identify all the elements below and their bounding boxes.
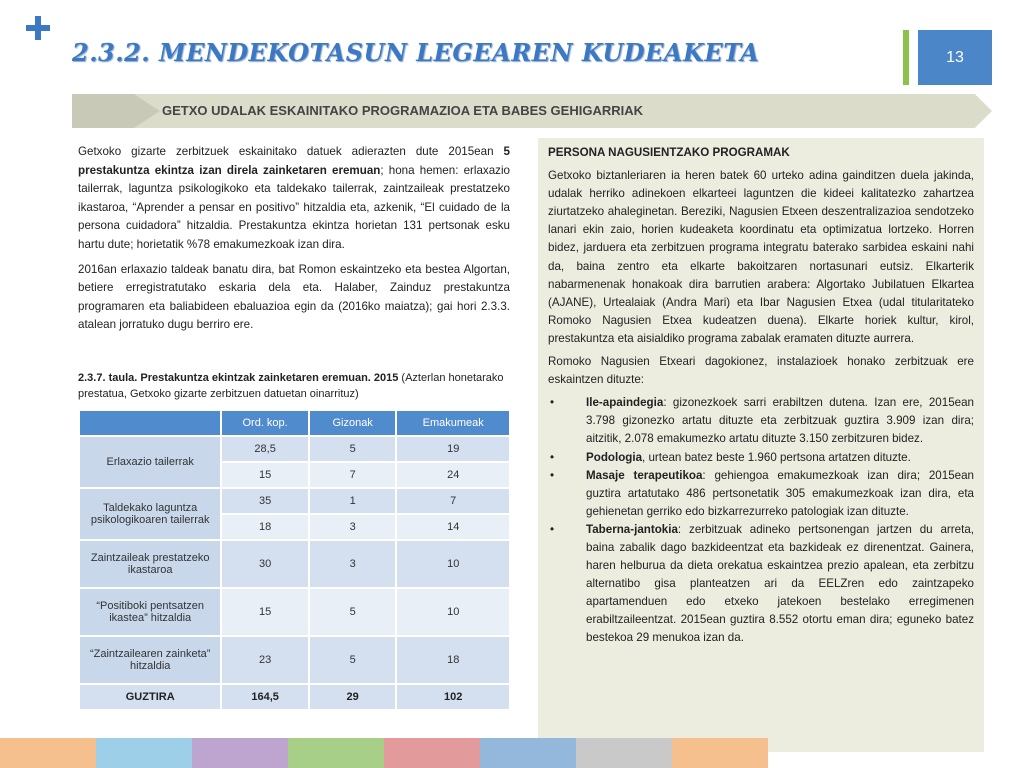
list-item-text: : gizonezkoek sarri erabiltzen dutena. Izan ere, 2015ean 3.798 gizonezko artatu dituzte eta zerbitzuak guztira 3.909 izan dira; aitzitik, 2.078 emakumezko artatu dituzte 3.150 zerbitzuren bidez. xyxy=(586,396,974,446)
table-cell: 15 xyxy=(221,588,308,636)
stripe xyxy=(192,738,288,768)
table-cell: 7 xyxy=(396,488,510,514)
list-item-term: Ile-apaindegia xyxy=(586,396,664,410)
left-p1-bold: 5 prestakuntza ekintza izan direla zainketaren eremuan xyxy=(78,145,510,177)
stripe xyxy=(480,738,576,768)
left-column xyxy=(78,143,510,341)
right-heading: PERSONA NAGUSIENTZAKO PROGRAMAK xyxy=(548,146,790,159)
row-label: “Zaintzailearen zainketa” hitzaldia xyxy=(79,636,221,684)
table-cell: 30 xyxy=(221,540,308,588)
stripe xyxy=(288,738,384,768)
table-caption xyxy=(78,370,510,402)
services-list xyxy=(548,394,974,647)
list-item-term: Taberna-jantokia xyxy=(586,522,678,536)
list-item xyxy=(548,394,974,448)
banner-text: GETXO UDALAK ESKAINITAKO PROGRAMAZIOA ETA BABES GEHIGARRIAK xyxy=(162,103,644,118)
stripe xyxy=(672,738,768,768)
table-header: Emakumeak xyxy=(396,410,510,436)
list-item-text: : zerbitzuak adineko pertsonengan jartzen du arreta, baina zabalik dago bazkideentzat eta bazkideak ez direnentzat. Gainera, haren helburua da dieta orekatua eskaintzea prezio apalean, eta zerbitzu alternatibo gisa planteatzen ari da EELZren edo zaintzapeko apartamenduen edo etxeko jatekoen bestelako erregimenen erabiltzaileentzat. 2015ean guztira 8.552 otortu eman dira; eguneko batez bestekoa 29 menukoa izan da. xyxy=(586,522,974,645)
accent-divider xyxy=(903,30,909,85)
left-paragraph-2: 2016an erlaxazio taldeak banatu dira, bat Romon eskaintzeko eta bestea Algortan, betiere erregistratutako eskaria dela eta. Halaber, Zainduz prestakuntza programaren eta baliabideen ebaluazioa egin da (2016ko maiatza); gai hori 2.3.3. atalean jorratuko dugu berriro ere. xyxy=(78,262,510,332)
right-paragraph-2: Romoko Nagusien Etxeari dagokionez, instalazioek honako zerbitzuak ere eskaintzen dituzte: xyxy=(548,355,974,387)
table-cell: 1 xyxy=(309,488,397,514)
row-label: Taldekako laguntza psikologikoaren tailerrak xyxy=(79,488,221,540)
table-cell: 24 xyxy=(396,462,510,488)
row-label: Zaintzaileak prestatzeko ikastaroa xyxy=(79,540,221,588)
table-header: Ord. kop. xyxy=(221,410,308,436)
table-row xyxy=(79,436,510,462)
table-cell: 3 xyxy=(309,514,397,540)
table-header-row xyxy=(79,410,510,436)
table-cell: 102 xyxy=(396,684,510,710)
table-cell: 10 xyxy=(396,588,510,636)
list-item xyxy=(548,467,974,521)
table-cell: 5 xyxy=(309,588,397,636)
left-paragraph-1 xyxy=(78,143,510,255)
stripe xyxy=(384,738,480,768)
table-cell: 7 xyxy=(309,462,397,488)
table-row xyxy=(79,540,510,588)
page-number: 13 xyxy=(918,30,992,85)
training-table xyxy=(78,409,511,711)
caption-rest: (Azterlan honetarako prestatua, Getxoko gizarte zerbitzuen datuetan oinarrituz) xyxy=(78,372,504,400)
left-p1-text-2: ; hona hemen: erlaxazio tailerrak, laguntza psikologikoko eta taldekako tailerrak, zaintzaileak prestatzeko ikastaroa, “Aprender a pensar en positivo” hitzaldia eta, azkenik, “El cuidado de la persona cuidadora” hitzaldia. Prestakuntza ekintza horietan 131 pertsonak esku hartu dute; horietatik %78 emakumezkoak izan dira. xyxy=(78,163,510,251)
table-cell: 5 xyxy=(309,636,397,684)
bottom-color-stripes xyxy=(0,738,1024,768)
table-header xyxy=(79,410,221,436)
table-header: Gizonak xyxy=(309,410,397,436)
row-label: “Positiboki pentsatzen ikastea” hitzaldia xyxy=(79,588,221,636)
table-cell: 14 xyxy=(396,514,510,540)
table-cell: 5 xyxy=(309,436,397,462)
stripe xyxy=(576,738,672,768)
table-cell: 18 xyxy=(221,514,308,540)
table-cell: 10 xyxy=(396,540,510,588)
stripe xyxy=(0,738,96,768)
list-item xyxy=(548,521,974,648)
table-cell: 35 xyxy=(221,488,308,514)
list-item-term: Masaje terapeutikoa xyxy=(586,468,703,482)
right-panel xyxy=(538,138,984,752)
right-paragraph-1: Getxoko biztanleriaren ia heren batek 60 urteko adina gainditzen duela jakinda, udalak herriko adinekoen elkarteei laguntzen die kideei kalitatezko zahartzea ziurtatzeko ahaleginetan. Bereziki, Nagusien Etxeen deszentralizazioa sendotzeko lanari ekin zaio, horien kudeaketa koordinatu eta optimizatua lortzeko. Horren bidez, jarduera eta zerbitzuen programa integratu baterako sarbidea eskaini nahi da, baina zentro eta elkarte bakoitzaren nortasunari eutsiz. Elkarterik nabarmenenak honakoak dira barrutien arabera: Algortako Jubilatuen Elkartea (AJANE), Urtealaiak (Andra Mari) eta Ibar Nagusien Etxea (udal titularitateko Romoko Nagusien Etxea kudeatzen duena). Elkarte horiek kultur, kirol, prestakuntza eta aisialdiko programa zabalak eramaten dituzte aurrera. xyxy=(548,169,974,345)
caption-bold: 2.3.7. taula. Prestakuntza ekintzak zainketaren eremuan. 2015 xyxy=(78,372,399,384)
page-title: 2.3.2. MENDEKOTASUN LEGEAREN KUDEAKETA xyxy=(72,38,760,67)
table-row xyxy=(79,588,510,636)
stripe xyxy=(96,738,192,768)
list-item xyxy=(548,449,974,467)
table-row xyxy=(79,488,510,514)
table-cell: 3 xyxy=(309,540,397,588)
table-total-row xyxy=(79,684,510,710)
plus-icon xyxy=(24,14,52,42)
list-item-text: : gehiengoa emakumezkoak izan dira; 2015ean guztira artatutako 486 pertsonetatik 305 emakumezkoak izan dira, eta gehienetan gerriko edo bizkarrezurreko patologiak izan dituzte. xyxy=(586,468,974,518)
table-cell: 19 xyxy=(396,436,510,462)
list-item-text: , urtean batez beste 1.960 pertsona artatzen dituzte. xyxy=(642,450,911,464)
table-cell: 29 xyxy=(309,684,397,710)
total-label: GUZTIRA xyxy=(79,684,221,710)
table-cell: 23 xyxy=(221,636,308,684)
table-cell: 18 xyxy=(396,636,510,684)
section-banner xyxy=(72,94,992,128)
list-item-term: Podologia xyxy=(586,450,643,464)
table-row xyxy=(79,636,510,684)
table-cell: 15 xyxy=(221,462,308,488)
table-cell: 164,5 xyxy=(221,684,308,710)
left-p1-text: Getxoko gizarte zerbitzuek eskainitako datuek adierazten dute 2015ean xyxy=(78,145,504,158)
row-label: Erlaxazio tailerrak xyxy=(79,436,221,488)
table-cell: 28,5 xyxy=(221,436,308,462)
